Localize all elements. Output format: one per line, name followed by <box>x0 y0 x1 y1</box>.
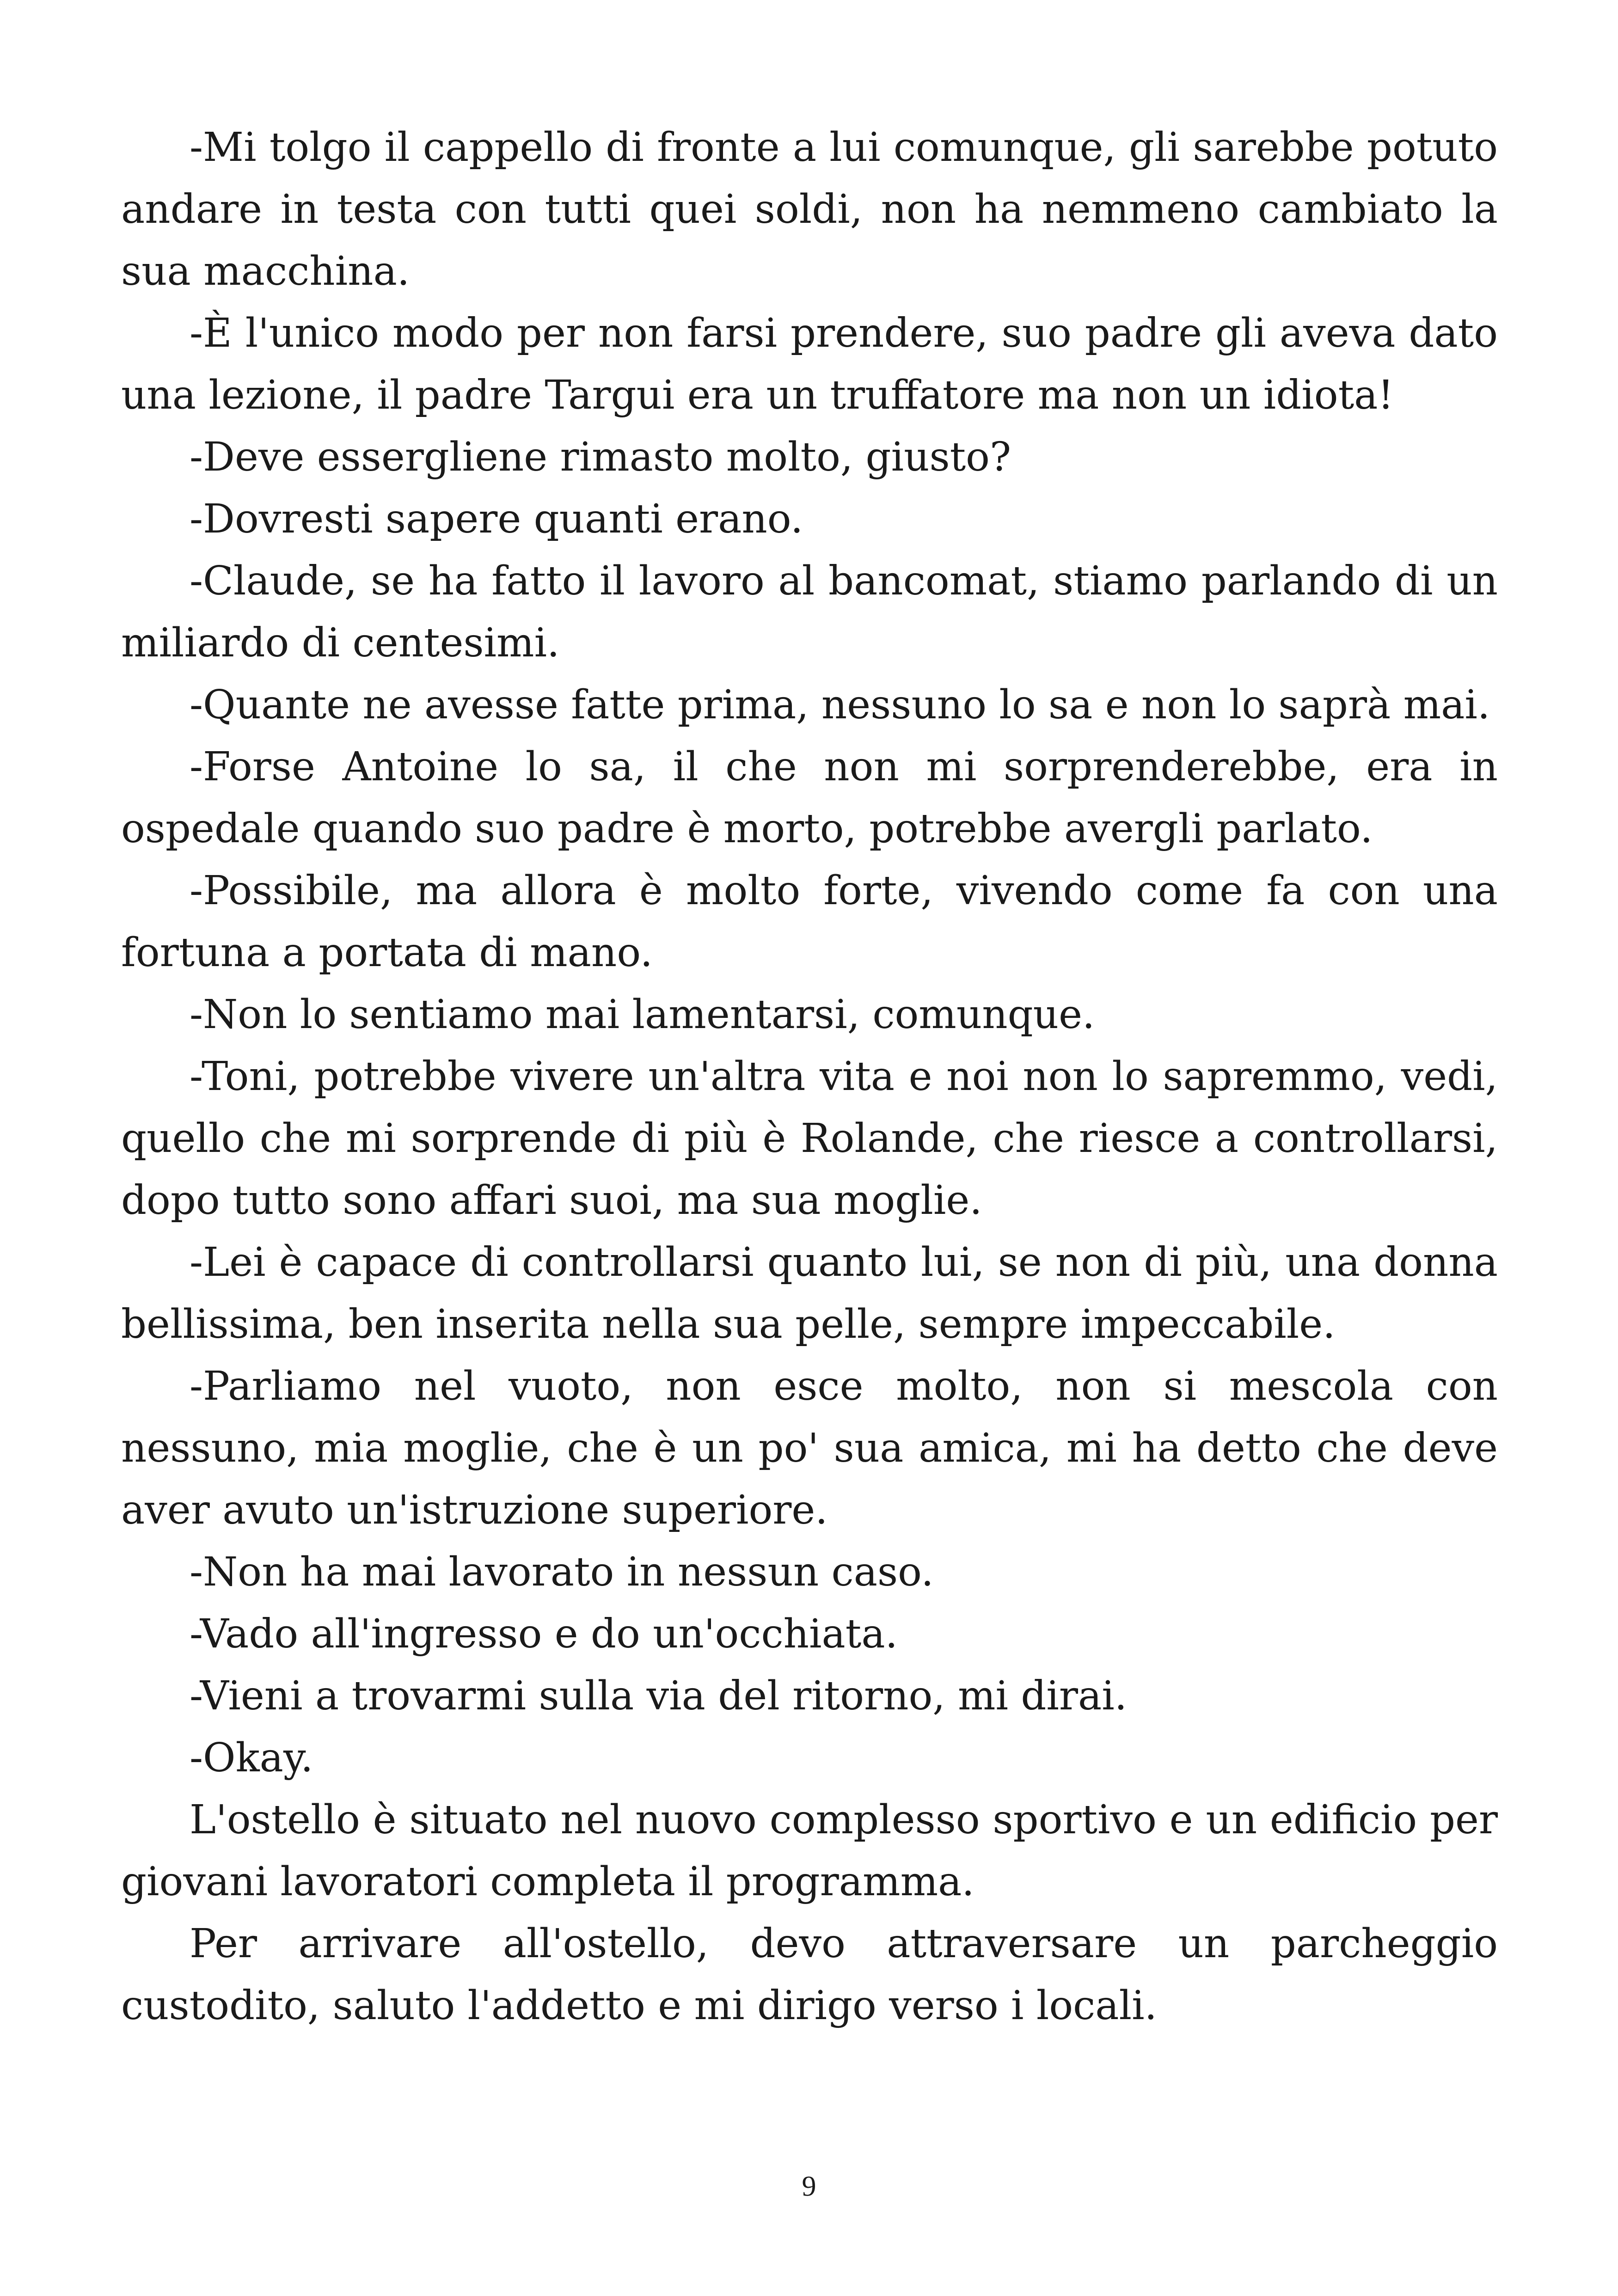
paragraph: -Dovresti sapere quanti erano. <box>190 496 803 542</box>
paragraph: -Parliamo nel vuoto, non esce molto, non si mescola con nessuno, mia moglie, che è un po' sua amica, mi ha detto che deve aver avuto un'istruzione superiore. <box>121 1363 1498 1533</box>
paragraph: L'ostello è situato nel nuovo complesso sportivo e un edificio per giovani lavoratori completa il programma. <box>121 1797 1498 1905</box>
body-text <box>121 116 1498 2037</box>
paragraph: -Possibile, ma allora è molto forte, vivendo come fa con una fortuna a portata di mano. <box>121 868 1498 976</box>
paragraph: -Non ha mai lavorato in nessun caso. <box>190 1549 934 1595</box>
paragraph: -Okay. <box>190 1735 313 1781</box>
paragraph: -Lei è capace di controllarsi quanto lui, se non di più, una donna bellissima, ben inserita nella sua pelle, sempre impeccabile. <box>121 1239 1498 1347</box>
paragraph: -Vado all'ingresso e do un'occhiata. <box>190 1611 898 1657</box>
paragraph: -Deve essergliene rimasto molto, giusto? <box>190 434 1011 480</box>
paragraph: -Forse Antoine lo sa, il che non mi sorprenderebbe, era in ospedale quando suo padre è morto, potrebbe avergli parlato. <box>121 744 1498 852</box>
paragraph: -È l'unico modo per non farsi prendere, suo padre gli aveva dato una lezione, il padre Targui era un truffatore ma non un idiota! <box>121 310 1498 418</box>
paragraph: -Non lo sentiamo mai lamentarsi, comunque. <box>190 992 1095 1038</box>
paragraph: -Claude, se ha fatto il lavoro al bancomat, stiamo parlando di un miliardo di centesimi. <box>121 558 1498 666</box>
page-number: 9 <box>802 2171 816 2202</box>
paragraph: -Quante ne avesse fatte prima, nessuno lo sa e non lo saprà mai. <box>190 682 1490 728</box>
paragraph: -Vieni a trovarmi sulla via del ritorno, mi dirai. <box>190 1673 1128 1719</box>
paragraph: -Mi tolgo il cappello di fronte a lui comunque, gli sarebbe potuto andare in testa con tutti quei soldi, non ha nemmeno cambiato la sua macchina. <box>121 124 1498 294</box>
paragraph: -Toni, potrebbe vivere un'altra vita e noi non lo sapremmo, vedi, quello che mi sorprende di più è Rolande, che riesce a controllarsi, dopo tutto sono affari suoi, ma sua moglie. <box>121 1053 1498 1224</box>
paragraph: Per arrivare all'ostello, devo attraversare un parcheggio custodito, saluto l'addetto e mi dirigo verso i locali. <box>121 1921 1498 2029</box>
